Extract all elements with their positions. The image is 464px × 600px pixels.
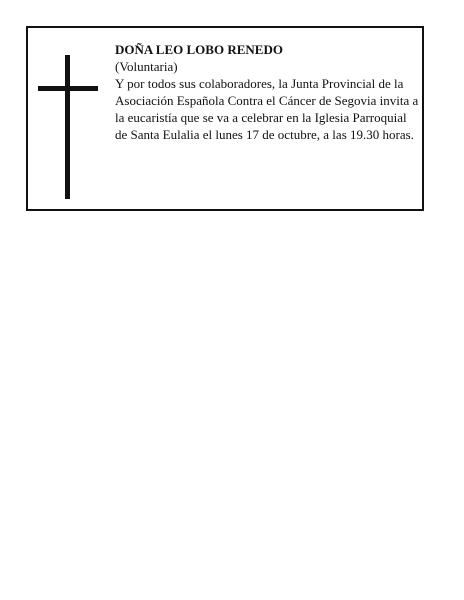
cross-icon — [38, 55, 98, 199]
notice-text — [115, 41, 421, 143]
notice-body: Y por todos sus colaboradores, la Junta Provincial de la Asociación Española Contra el Cáncer de Segovia invita a la eucaristía que se va a celebrar en la Iglesia Parroquial de Santa Eulalia el lunes 17 de octubre, a las 19.30 horas. — [115, 76, 419, 142]
deceased-name: DOÑA LEO LOBO RENEDO — [115, 42, 283, 57]
obituary-notice — [26, 26, 424, 211]
cross-horizontal-bar — [38, 86, 98, 91]
cross-vertical-bar — [65, 55, 70, 199]
deceased-role: (Voluntaria) — [115, 59, 178, 74]
